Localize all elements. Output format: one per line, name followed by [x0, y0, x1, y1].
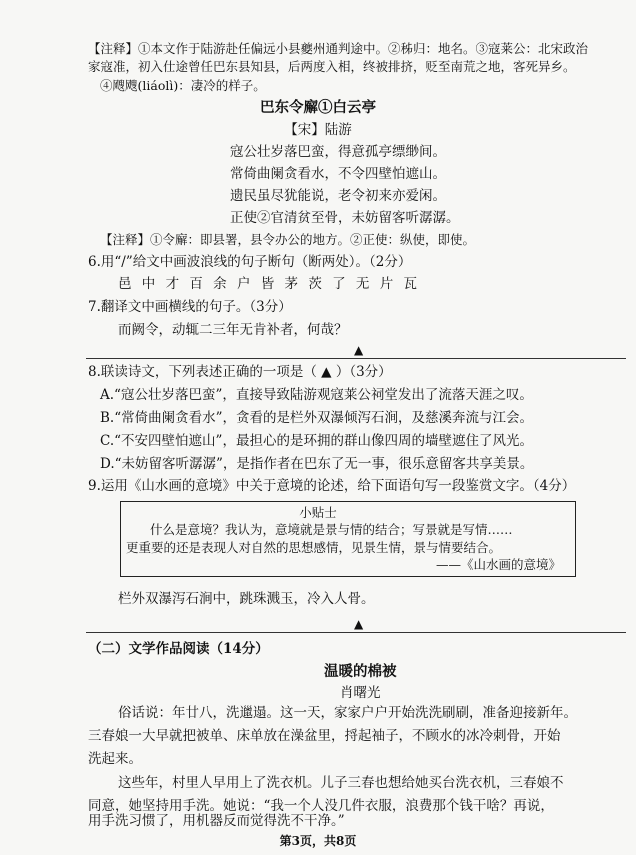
story-paragraph-1-end: 洗起来。 [88, 751, 142, 767]
question-6-sentence: 邑 中 才 百 余 户 皆 茅 茨 了 无 片 瓦 [118, 276, 420, 292]
section-divider-1 [86, 358, 626, 359]
annotation-line-3: ④飕飕(liáolì)：凄冷的样子。 [100, 78, 266, 93]
question-7-sentence: 而阙令，动辄二三年无肯补者，何哉？ [118, 322, 348, 338]
annotation-line-2: 家寇准，初入仕途曾任巴东县知县，后两度入相，终被排挤，贬至南荒之地，客死异乡。 [88, 59, 576, 74]
poem-line-2: 常倚曲阑贪看水，不令四壁怕遮山。 [230, 166, 446, 182]
annotation-line-1: 【注释】①本文作于陆游赴任偏远小县夔州通判途中。②秭归：地名。③寇莱公：北宋政治 [88, 41, 589, 56]
section-divider-2 [86, 632, 626, 633]
story-title: 温暖的棉被 [324, 663, 397, 680]
tip-line-2: 更重要的还是表现人对自然的思想感情，见景生情，景与情要结合。 [126, 540, 502, 555]
question-8-option-b: B.“常倚曲阑贪看水”，贪看的是栏外双瀑倾泻石涧，及慈溪奔流与江会。 [100, 410, 534, 426]
tip-source: ——《山水画的意境》 [436, 557, 562, 572]
question-8: 8.联读诗文，下列表述正确的一项是（ ▲ ）（3分） [88, 364, 392, 380]
question-9-sentence: 栏外双瀑泻石涧中，跳珠溅玉，冷入人骨。 [118, 591, 375, 607]
story-paragraph-1-cont: 三春娘一大早就把被单、床单放在澡盆里，捋起袖子，不顾水的冰冷刺骨，开始 [88, 728, 561, 744]
question-8-option-c: C.“不安四壁怕遮山”，最担心的是环拥的群山像四周的墙壁遮住了风光。 [100, 433, 533, 449]
story-paragraph-2-end: 用手洗习惯了，用机器反而觉得洗不干净。” [88, 813, 345, 829]
tip-title: 小贴士 [299, 505, 337, 520]
question-8-option-a: A.“寇公壮岁落巴蛮”，直接导致陆游观寇莱公祠堂发出了流落天涯之叹。 [100, 387, 533, 403]
answer-triangle-2: ▲ [354, 617, 364, 631]
question-8-option-d: D.“未妨留客听潺潺”，是指作者在巴东了无一事，很乐意留客共享美景。 [100, 456, 534, 472]
poem-author: 【宋】陆游 [284, 122, 352, 138]
poem-line-4: 正使②官清贫至骨，未妨留客听潺潺。 [230, 210, 460, 226]
story-paragraph-1: 俗话说：年廿八，洗邋遢。这一天，家家户户开始洗洗刷刷，准备迎接新年。 [118, 705, 577, 721]
story-paragraph-2: 这些年，村里人早用上了洗衣机。儿子三春也想给她买台洗衣机，三春娘不 [118, 775, 564, 791]
poem-line-1: 寇公壮岁落巴蛮，得意孤亭缥缈间。 [230, 144, 446, 160]
section-2-heading: （二）文学作品阅读（14分） [88, 641, 269, 657]
question-6: 6.用“/”给文中画波浪线的句子断句（断两处）。（2分） [88, 254, 412, 270]
poem-line-3: 遗民虽尽犹能说，老令初来亦爱闲。 [230, 188, 446, 204]
story-author: 肖曙光 [340, 685, 381, 701]
poem-annotation: 【注释】①令廨：即县署，县令办公的地方。②正使：纵使，即使。 [100, 232, 476, 247]
tip-line-1: 什么是意境？我认为，意境就是景与情的结合；写景就是写情…… [150, 522, 513, 537]
question-7: 7.翻译文中画横线的句子。（3分） [88, 299, 292, 315]
page-footer: 第3页，共8页 [279, 834, 357, 848]
answer-triangle-1: ▲ [354, 343, 364, 357]
poem-title: 巴东令廨①白云亭 [260, 99, 376, 116]
story-paragraph-2-cont: 同意，她坚持用手洗。她说：“我一个人没几件衣服，浪费那个钱干啥？再说， [88, 798, 554, 814]
question-9: 9.运用《山水画的意境》中关于意境的论述，给下面语句写一段鉴赏文字。（4分） [88, 478, 576, 494]
